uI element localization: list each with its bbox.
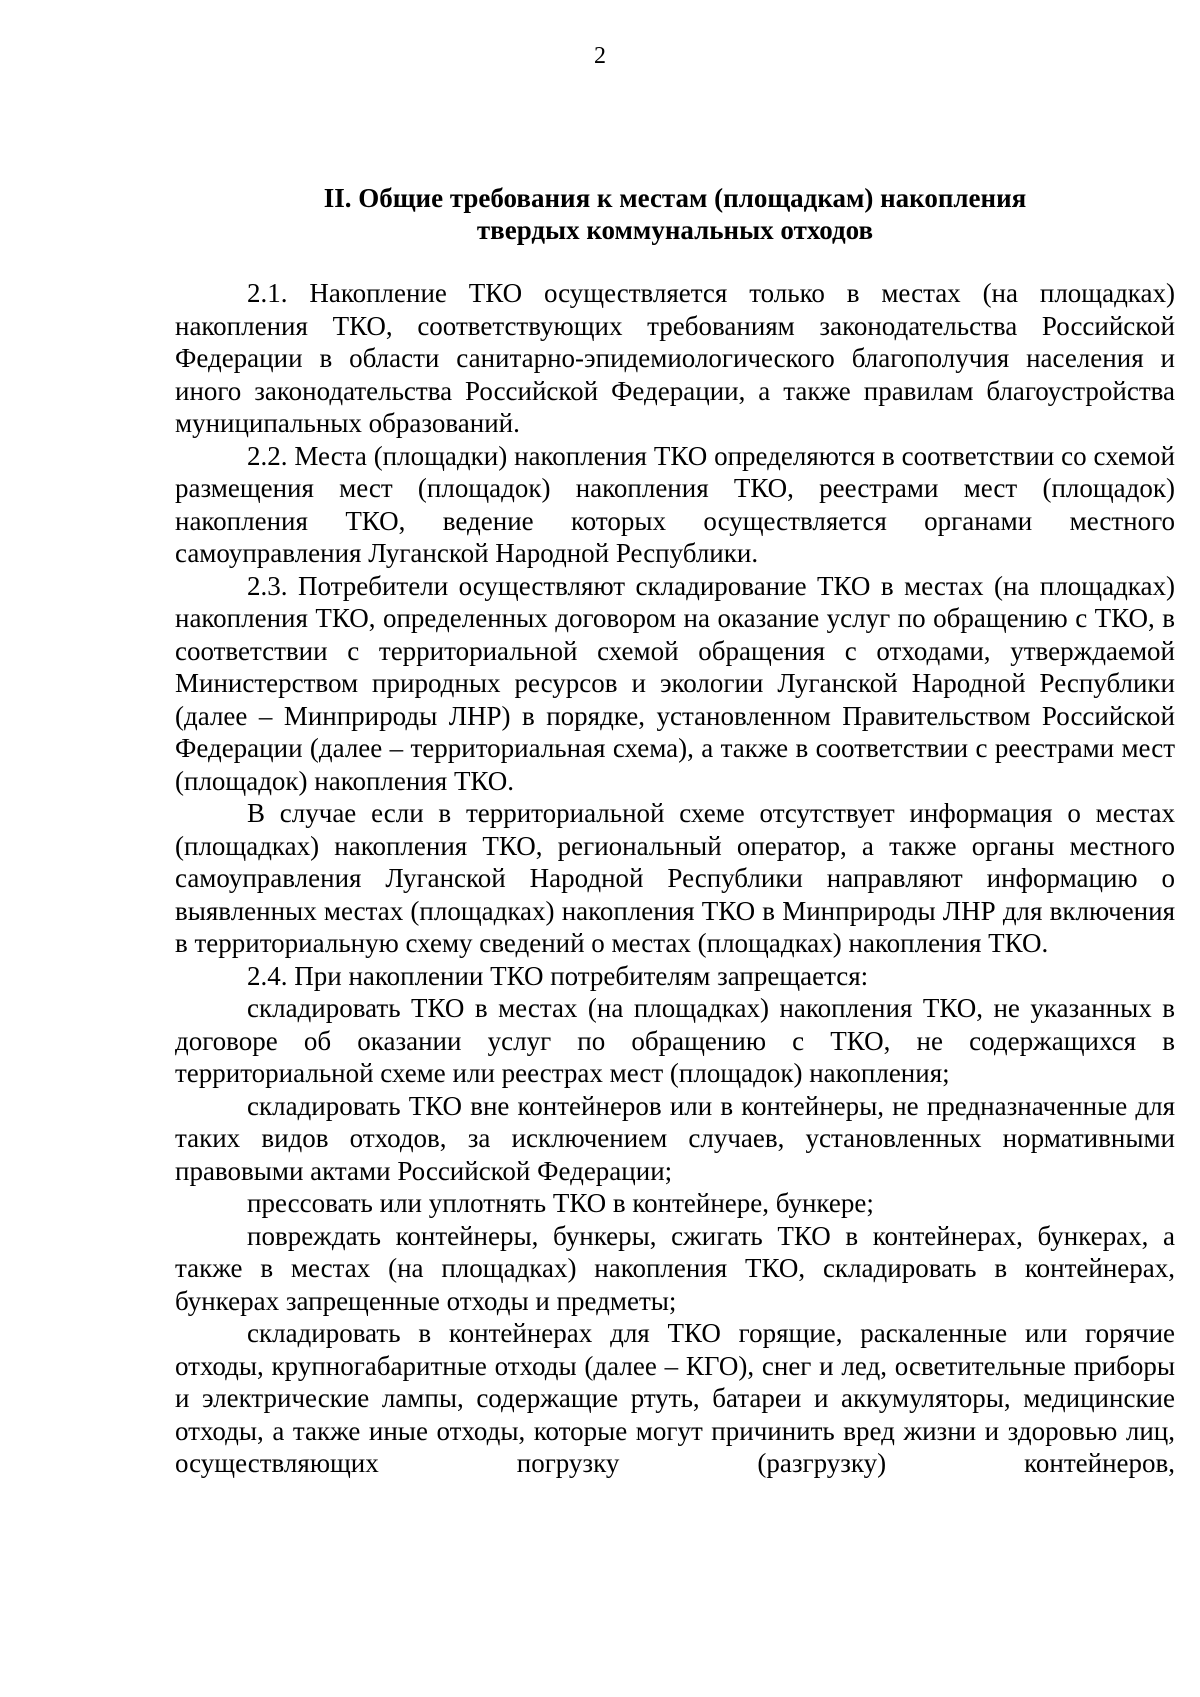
document-body <box>175 277 1175 1480</box>
section-title <box>175 182 1175 246</box>
prohibition-item: повреждать контейнеры, бункеры, сжигать ТКО в контейнерах, бункерах, а также в местах (на площадках) накопления ТКО, складировать в контейнерах, бункерах запрещенные отходы и предметы; <box>175 1220 1175 1316</box>
prohibition-item: складировать в контейнерах для ТКО горящие, раскаленные или горячие отходы, крупногабаритные отходы (далее – КГО), снег и лед, осветительные приборы и электрические лампы, содержащие ртуть, батареи и аккумуляторы, медицинские отходы, а также иные отходы, которые могут причинить вред жизни и здоровью лиц, осуществляющих погрузку (разгрузку) контейнеров, <box>175 1318 1175 1478</box>
page-number: 2 <box>594 43 606 69</box>
paragraph-2-4: 2.4. При накоплении ТКО потребителям запрещается: <box>247 960 869 991</box>
prohibition-item: складировать ТКО в местах (на площадках) накопления ТКО, не указанных в договоре об оказании услуг по обращению с ТКО, не содержащихся в территориальной схеме или реестрах мест (площадок) накопления; <box>175 993 1175 1088</box>
paragraph-2-1: 2.1. Накопление ТКО осуществляется только в местах (на площадках) накопления ТКО, соответствующих требованиям законодательства Российской Федерации в области санитарно-эпидемиологического благополучия населения и иного законодательства Российской Федерации, а также правилам благоустройства муниципальных образований. <box>175 278 1175 438</box>
paragraph-2-2: 2.2. Места (площадки) накопления ТКО определяются в соответствии со схемой размещения мест (площадок) накопления ТКО, реестрами мест (площадок) накопления ТКО, ведение которых осуществляется органами местного самоуправления Луганской Народной Республики. <box>175 440 1175 568</box>
prohibition-item: прессовать или уплотнять ТКО в контейнере, бункере; <box>247 1188 874 1218</box>
section-title-line-1: II. Общие требования к местам (площадкам) накопления <box>323 183 1027 213</box>
paragraph-2-3-continued: В случае если в территориальной схеме отсутствует информация о местах (площадках) накопления ТКО, региональный оператор, а также органы местного самоуправления Луганской Народной Республики направляют информацию о выявленных местах (площадках) накопления ТКО в Минприроды ЛНР для включения в территориальную схему сведений о местах (площадках) накопления ТКО. <box>175 798 1175 958</box>
prohibition-item: складировать ТКО вне контейнеров или в контейнеры, не предназначенные для таких видов отходов, за исключением случаев, установленных нормативными правовыми актами Российской Федерации; <box>175 1090 1175 1186</box>
section-title-line-2: твердых коммунальных отходов <box>476 215 874 245</box>
paragraph-2-3: 2.3. Потребители осуществляют складирование ТКО в местах (на площадках) накопления ТКО, определенных договором на оказание услуг по обращению с ТКО, в соответствии с территориальной схемой обращения с отходами, утверждаемой Министерством природных ресурсов и экологии Луганской Народной Республики (далее – Минприроды ЛНР) в порядке, установленном Правительством Российской Федерации (далее – территориальная схема), а также в соответствии с реестрами мест (площадок) накопления ТКО. <box>175 570 1175 796</box>
